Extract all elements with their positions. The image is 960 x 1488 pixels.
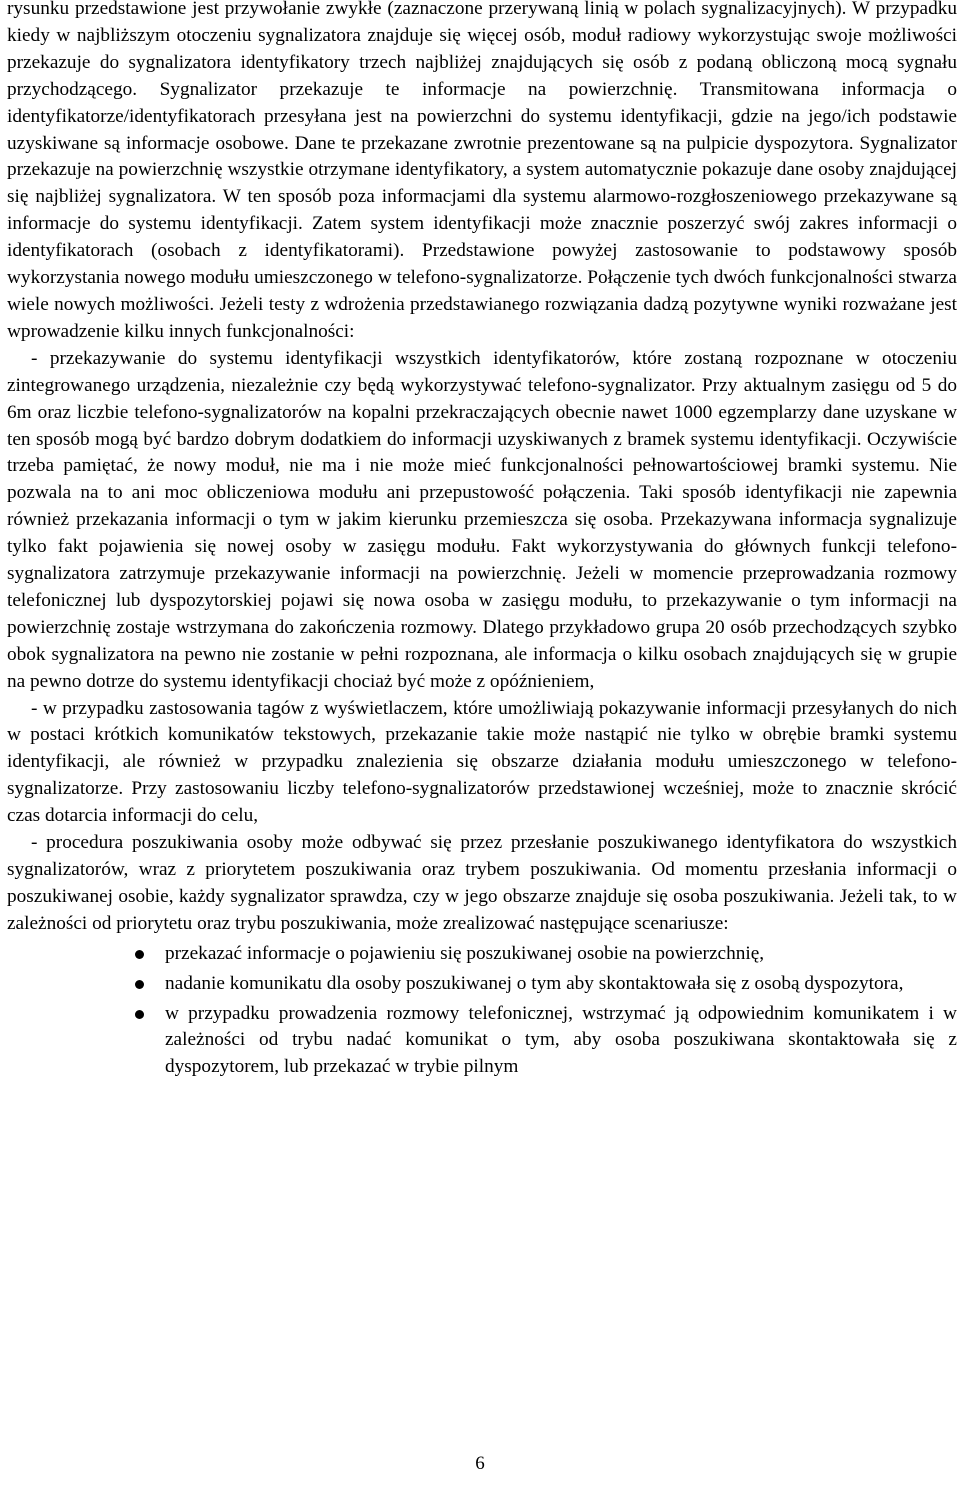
bullet-icon <box>135 950 144 959</box>
bullet-icon <box>135 1010 144 1019</box>
list-item-text: przekazać informacje o pojawieniu się poszukiwanej osobie na powierzchnię, <box>165 942 765 964</box>
scenario-list <box>7 941 957 1082</box>
list-item <box>165 941 957 968</box>
list-item-text: w przypadku prowadzenia rozmowy telefonicznej, wstrzymać ją odpowiednim komunikatem i w zależności od trybu nadać komunikat o tym, aby osoba poszukiwana skontaktowała się z dyspozytorem, lub przekazać w trybie pilnym <box>165 1002 957 1078</box>
bullet-icon <box>135 980 144 989</box>
page-number: 6 <box>475 1453 485 1474</box>
body-paragraph-3: - w przypadku zastosowania tagów z wyświetlaczem, które umożliwiają pokazywanie informacji przesyłanych do nich w postaci krótkich komunikatów tekstowych, przekazanie takie może nastąpić nie tylko w obrębie bramki systemu identyfikacji, ale również w przypadku znalezienia się obszarze działania modułu umieszczonego w telefono-sygnalizatorze. Przy zastosowaniu liczby telefono-sygnalizatorów przedstawionej wcześniej, może to znacznie skrócić czas dotarcia informacji do celu, <box>7 697 957 827</box>
list-item <box>165 971 957 998</box>
body-paragraph-1: rysunku przedstawione jest przywołanie zwykłe (zaznaczone przerywaną linią w polach sygnalizacyjnych). W przypadku kiedy w najbliższym otoczeniu sygnalizatora znajduje się więcej osób, moduł radiowy wykorzystując swoje możliwości przekazuje do sygnalizatora identyfikatory trzech najbliżej znajdujących się osób z podaną obliczoną mocą sygnału przychodzącego. Sygnalizator przekazuje te informacje na powierzchnię. Transmitowana informacja o identyfikatorze/identyfikatorach przesyłana jest na powierzchni do systemu identyfikacji, gdzie na jego/ich podstawie uzyskiwane są informacje osobowe. Dane te przekazane zwrotnie prezentowane są na pulpicie dyspozytora. Sygnalizator przekazuje na powierzchnię wszystkie otrzymane identyfikatory, a system automatycznie pokazuje dane osoby znajdującej się najbliżej sygnalizatora. W ten sposób poza informacjami dla systemu alarmowo-rozgłoszeniowego przekazywane są informacje do systemu identyfikacji. Zatem system identyfikacji może znacznie poszerzyć swój zakres informacji o identyfikatorach (osobach z identyfikatorami). Przedstawione powyżej zastosowanie to podstawowy sposób wykorzystania nowego modułu umieszczonego w telefono-sygnalizatorze. Połączenie tych dwóch funkcjonalności stwarza wiele nowych możliwości. Jeżeli testy z wdrożenia przedstawianego rozwiązania dadzą pozytywne wyniki rozważane jest wprowadzenie kilku innych funkcjonalności: <box>7 0 957 342</box>
list-item <box>165 1001 957 1082</box>
body-paragraph-2: - przekazywanie do systemu identyfikacji wszystkich identyfikatorów, które zostaną rozpoznane w otoczeniu zintegrowanego urządzenia, niezależnie czy będą wykorzystywać telefono-sygnalizator. Przy aktualnym zasięgu od 5 do 6m oraz liczbie telefono-sygnalizatorów na kopalni przekraczających obecnie nawet 1000 egzemplarzy dane uzyskane w ten sposób mogą być bardzo dobrym dodatkiem do informacji uzyskiwanych z bramek systemu identyfikacji. Oczywiście trzeba pamiętać, że nowy moduł, nie ma i nie może mieć funkcjonalności pełnowartościowej bramki systemu. Nie pozwala na to ani moc obliczeniowa modułu ani przepustowość połączenia. Taki sposób identyfikacji nie zapewnia również przekazania informacji o tym w jakim kierunku przemieszcza się osoba. Przekazywana informacja sygnalizuje tylko fakt pojawienia się nowej osoby w zasięgu modułu. Fakt wykorzystywania do głównych funkcji telefono-sygnalizatora zatrzymuje przekazywanie informacji na powierzchnię. Jeżeli w momencie przeprowadzania rozmowy telefonicznej lub dyspozytorskiej pojawi się nowa osoba w zasięgu modułu, to przekazywanie o tym informacji na powierzchnię zostaje wstrzymana do zakończenia rozmowy. Dlatego przykładowo grupa 20 osób przechodzących szybko obok sygnalizatora na pewno nie zostanie w pełni rozpoznana, ale informacja o kilku osobach znajdujących się w grupie na pewno dotrze do systemu identyfikacji chociaż być może z opóźnieniem, <box>7 347 957 692</box>
body-paragraph-4: - procedura poszukiwania osoby może odbywać się przez przesłanie poszukiwanego identyfikatora do wszystkich sygnalizatorów, wraz z priorytetem poszukiwania oraz trybem poszukiwania. Od momentu przesłania informacji o poszukiwanej osobie, każdy sygnalizator sprawdza, czy w jego obszarze znajduje się osoba poszukiwania. Jeżeli tak, to w zależności od priorytetu oraz trybu poszukiwania, może zrealizować następujące scenariusze: <box>7 832 957 934</box>
document-page <box>7 0 957 1084</box>
list-item-text: nadanie komunikatu dla osoby poszukiwanej o tym aby skontaktowała się z osobą dyspozytora, <box>165 972 904 994</box>
